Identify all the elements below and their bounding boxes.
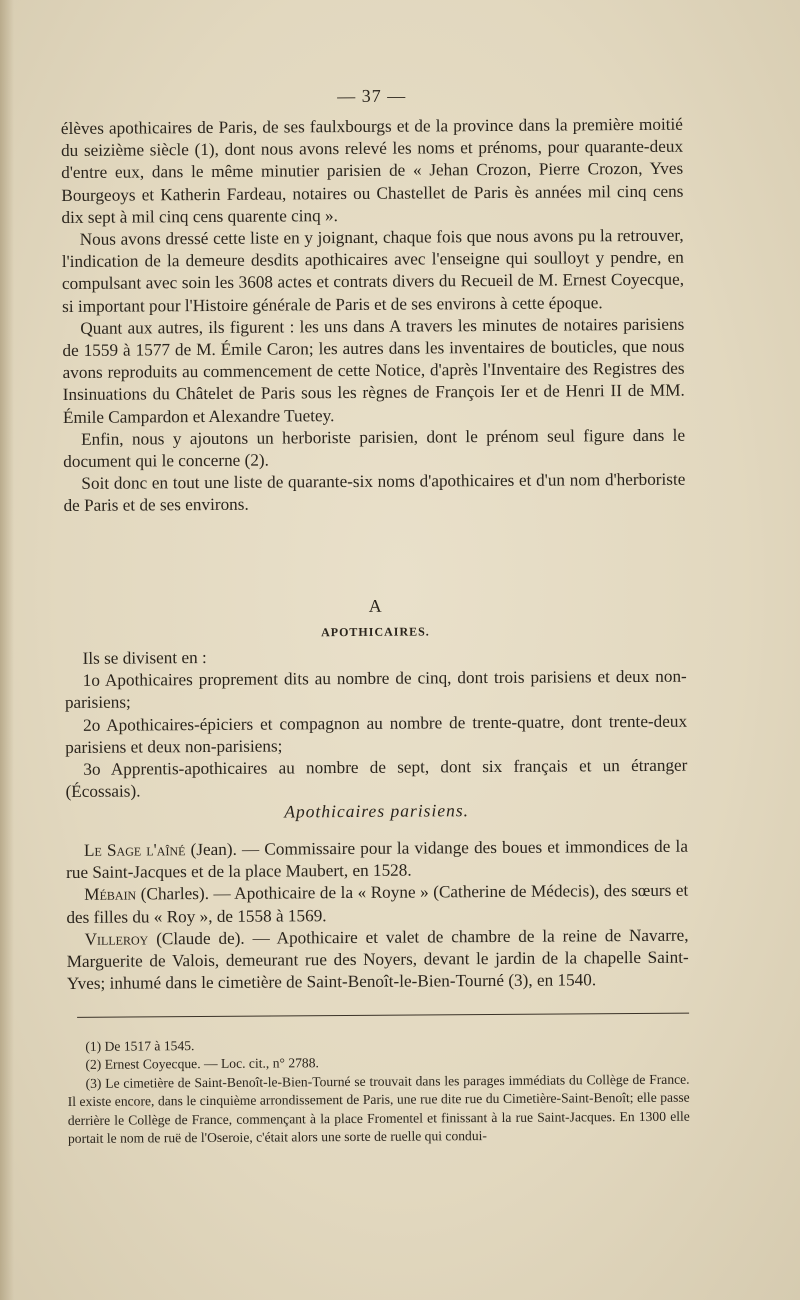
footnote: (2) Ernest Coyecque. — Loc. cit., n° 2788. xyxy=(85,1055,319,1073)
apothecary-entries xyxy=(66,836,689,996)
division-item: 2o Apothicaires-épiciers et compagnon au nombre de trente-quatre, dont trente-deux parisiens et deux non-parisiens; xyxy=(65,711,688,757)
entry-name: Mébain xyxy=(84,884,137,905)
entry-name: Villeroy xyxy=(84,929,149,949)
division-list xyxy=(65,644,688,804)
entry xyxy=(66,924,688,995)
intro-paragraph-3: Quant aux autres, ils figurent : les uns dans A travers les minutes de notaires parisiens de 1559 à 1577 de M. Émile Caron; les autres dans les inventaires de bouticles, que nous avons reproduits au commencement de cette Notice, d'après l'Inventaire des Registres des Insinuations du Châtelet de Paris sous les règnes de François Ier et de Henri II de MM. Émile Campardon et Alexandre Tuetey. xyxy=(62,314,685,427)
section-title: APOTHICAIRES. xyxy=(321,624,430,640)
page-number: — 37 — xyxy=(337,85,407,107)
entry xyxy=(66,880,688,929)
division-item: 1o Apothicaires proprement dits au nombre de cinq, dont trois parisiens et deux non-parisiens; xyxy=(64,666,687,713)
footnotes xyxy=(67,1034,690,1149)
intro-paragraph-5: Soit donc en tout une liste de quarante-six noms d'apothicaires et d'un nom d'herboriste de Paris et de ses environs. xyxy=(63,469,686,516)
division-item: 3o Apprentis-apothicaires au nombre de sept, dont six français et un étranger (Écossais). xyxy=(65,755,688,802)
division-lead: Ils se divisent en : xyxy=(82,647,207,668)
footnote: (3) Le cimetière de Saint-Benoît-le-Bien-Tourné se trouvait dans les parages immédiats du Collège de France. Il existe encore, dans le cinquième arrondissement de Paris, une rue dite rue du Cimetière-Saint-Benoît; elle passe derrière le Collège de France, commençant à la place Fromentel et finissant à la rue Saint-Jacques. En 1300 elle portait le nom de ruë de l'Oseroie, c'était alors une sorte de ruelle qui condui- xyxy=(67,1071,690,1147)
intro-paragraph-1: élèves apothicaires de Paris, de ses faulxbourgs et de la province dans la première moitié du seizième siècle (1), dont nous avons relevé les noms et prénoms, pour quarante-deux d'entre eux, dans le même minutier parisien de « Jehan Crozon, Pierre Crozon, Yves Bourgeoys et Katherin Fardeau, notaires ou Chastellet de Paris ès années mil cinq cens dix sept à mil cinq cens quarente cinq ». xyxy=(60,114,684,227)
entry-text: (Jean). — Commissaire pour la vidange des boues et immondices de la rue Saint-Jacques et de la place Maubert, en 1528. xyxy=(66,836,688,883)
entry-text: (Claude de). — Apothicaire et valet de chambre de la reine de Navarre, Marguerite de Valois, demeurant rue des Noyers, devant le jardin de la chapelle Saint-Yves; inhumé dans le cimetière de Saint-Benoît-le-Bien-Tourné (3), en 1540. xyxy=(66,925,689,994)
footnote: (1) De 1517 à 1545. xyxy=(85,1038,195,1054)
intro-paragraph-4: Enfin, nous y ajoutons un herboriste parisien, dont le prénom seul figure dans le document qui le concerne (2). xyxy=(63,425,686,472)
section-letter: A xyxy=(368,595,382,616)
intro-paragraph-2: Nous avons dressé cette liste en y joignant, chaque fois que nous avons pu la retrouver, l'indication de la demeure desdits apothicaires avec l'enseigne qui soulloyt y pendre, en compulsant avec soin les 3608 actes et contrats divers du Recueil de M. Ernest Coyecque, si important pour l'Histoire générale de Paris et de ses environs à cette époque. xyxy=(61,225,685,316)
entry xyxy=(66,836,688,885)
footnote-rule xyxy=(77,1013,689,1018)
entry-name: Le Sage l'aîné xyxy=(83,840,186,860)
intro-text xyxy=(61,114,686,518)
page-edge-shadow xyxy=(0,0,14,1300)
entry-text: (Charles). — Apothicaire de la « Royne » (Catherine de Médecis), des sœurs et des filles du « Roy », de 1558 à 1569. xyxy=(66,881,689,927)
subsection-title: Apothicaires parisiens. xyxy=(284,800,470,822)
